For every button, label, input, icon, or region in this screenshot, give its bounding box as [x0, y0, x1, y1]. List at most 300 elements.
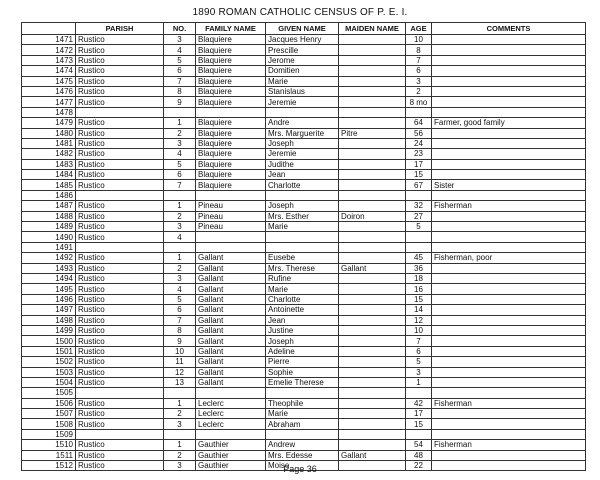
header-given-name: GIVEN NAME [266, 23, 339, 35]
record-number-cell: 1484 [22, 170, 76, 180]
parish-cell: Rustico [76, 138, 164, 148]
table-row [22, 118, 586, 128]
maiden-name-cell [339, 76, 406, 86]
family-no-cell: 1 [164, 201, 196, 211]
comments-cell [432, 325, 586, 335]
age-cell: 1 [406, 377, 432, 387]
maiden-name-cell [339, 66, 406, 76]
age-cell: 15 [406, 170, 432, 180]
record-number-cell: 1498 [22, 315, 76, 325]
given-name-cell: Joseph [266, 336, 339, 346]
age-cell: 7 [406, 55, 432, 65]
table-row [22, 284, 586, 294]
age-cell: 67 [406, 180, 432, 190]
comments-cell [432, 305, 586, 315]
table-row [22, 450, 586, 460]
record-number-cell: 1482 [22, 149, 76, 159]
table-row [22, 76, 586, 86]
maiden-name-cell [339, 107, 406, 117]
comments-cell [432, 409, 586, 419]
family-no-cell: 10 [164, 346, 196, 356]
maiden-name-cell [339, 222, 406, 232]
parish-cell: Rustico [76, 273, 164, 283]
comments-cell: Fisherman [432, 440, 586, 450]
comments-cell [432, 55, 586, 65]
family-name-cell: Leclerc [196, 409, 266, 419]
age-cell [406, 232, 432, 242]
given-name-cell [266, 190, 339, 200]
family-no-cell: 13 [164, 377, 196, 387]
record-number-cell: 1486 [22, 190, 76, 200]
parish-cell: Rustico [76, 284, 164, 294]
table-row [22, 388, 586, 398]
table-row [22, 107, 586, 117]
parish-cell: Rustico [76, 97, 164, 107]
table-row [22, 128, 586, 138]
given-name-cell: Stanislaus [266, 86, 339, 96]
table-row [22, 222, 586, 232]
given-name-cell: Joseph [266, 138, 339, 148]
given-name-cell [266, 242, 339, 252]
table-row [22, 305, 586, 315]
table-row [22, 336, 586, 346]
given-name-cell: Charlotte [266, 180, 339, 190]
given-name-cell: Pierre [266, 357, 339, 367]
age-cell: 8 mo [406, 97, 432, 107]
family-name-cell: Gallant [196, 273, 266, 283]
age-cell: 7 [406, 336, 432, 346]
maiden-name-cell [339, 398, 406, 408]
table-row [22, 190, 586, 200]
family-no-cell: 1 [164, 253, 196, 263]
family-no-cell: 4 [164, 232, 196, 242]
parish-cell: Rustico [76, 76, 164, 86]
record-number-cell: 1474 [22, 66, 76, 76]
age-cell: 22 [406, 461, 432, 471]
maiden-name-cell [339, 325, 406, 335]
family-no-cell: 5 [164, 294, 196, 304]
record-number-cell: 1510 [22, 440, 76, 450]
parish-cell: Rustico [76, 35, 164, 45]
parish-cell: Rustico [76, 450, 164, 460]
given-name-cell: Antoinette [266, 305, 339, 315]
parish-cell: Rustico [76, 398, 164, 408]
age-cell: 5 [406, 357, 432, 367]
given-name-cell: Mrs. Edesse [266, 450, 339, 460]
maiden-name-cell [339, 419, 406, 429]
given-name-cell: Marie [266, 76, 339, 86]
comments-cell [432, 315, 586, 325]
parish-cell: Rustico [76, 222, 164, 232]
given-name-cell: Joseph [266, 201, 339, 211]
maiden-name-cell [339, 377, 406, 387]
table-row [22, 273, 586, 283]
given-name-cell: Jean [266, 170, 339, 180]
header-maiden-name: MAIDEN NAME [339, 23, 406, 35]
table-row [22, 253, 586, 263]
parish-cell [76, 388, 164, 398]
record-number-cell: 1480 [22, 128, 76, 138]
family-no-cell: 7 [164, 315, 196, 325]
record-number-cell: 1499 [22, 325, 76, 335]
family-no-cell: 9 [164, 97, 196, 107]
family-no-cell: 5 [164, 55, 196, 65]
record-number-cell: 1483 [22, 159, 76, 169]
record-number-cell: 1475 [22, 76, 76, 86]
record-number-cell: 1501 [22, 346, 76, 356]
comments-cell [432, 149, 586, 159]
age-cell: 5 [406, 222, 432, 232]
age-cell: 36 [406, 263, 432, 273]
record-number-cell: 1500 [22, 336, 76, 346]
age-cell: 17 [406, 159, 432, 169]
comments-cell [432, 86, 586, 96]
family-no-cell: 1 [164, 440, 196, 450]
family-no-cell [164, 107, 196, 117]
maiden-name-cell [339, 284, 406, 294]
family-name-cell: Gallant [196, 305, 266, 315]
given-name-cell: Jacques Henry [266, 35, 339, 45]
age-cell [406, 429, 432, 439]
age-cell: 2 [406, 86, 432, 96]
record-number-cell: 1497 [22, 305, 76, 315]
record-number-cell: 1488 [22, 211, 76, 221]
header-record-number [22, 23, 76, 35]
comments-cell [432, 35, 586, 45]
table-row [22, 232, 586, 242]
maiden-name-cell [339, 180, 406, 190]
comments-cell [432, 346, 586, 356]
family-no-cell: 3 [164, 419, 196, 429]
record-number-cell: 1502 [22, 357, 76, 367]
header-no: NO. [164, 23, 196, 35]
maiden-name-cell [339, 273, 406, 283]
age-cell: 24 [406, 138, 432, 148]
family-name-cell: Gallant [196, 377, 266, 387]
comments-cell: Farmer, good family [432, 118, 586, 128]
family-no-cell: 5 [164, 159, 196, 169]
comments-cell [432, 284, 586, 294]
family-no-cell: 2 [164, 211, 196, 221]
family-name-cell: Pineau [196, 211, 266, 221]
given-name-cell: Moise [266, 461, 339, 471]
record-number-cell: 1507 [22, 409, 76, 419]
maiden-name-cell [339, 336, 406, 346]
comments-cell: Fisherman [432, 398, 586, 408]
table-row [22, 325, 586, 335]
family-name-cell: Gallant [196, 284, 266, 294]
comments-cell [432, 66, 586, 76]
parish-cell: Rustico [76, 232, 164, 242]
given-name-cell: Rufine [266, 273, 339, 283]
header-family-name: FAMILY NAME [196, 23, 266, 35]
family-name-cell: Gallant [196, 253, 266, 263]
given-name-cell: Andrew [266, 440, 339, 450]
family-name-cell: Leclerc [196, 398, 266, 408]
parish-cell: Rustico [76, 325, 164, 335]
maiden-name-cell [339, 86, 406, 96]
header-row [22, 23, 586, 35]
maiden-name-cell [339, 253, 406, 263]
family-name-cell: Blaquiere [196, 170, 266, 180]
maiden-name-cell [339, 440, 406, 450]
given-name-cell: Jeremie [266, 97, 339, 107]
given-name-cell: Prescille [266, 45, 339, 55]
family-name-cell: Gauthier [196, 440, 266, 450]
parish-cell: Rustico [76, 86, 164, 96]
record-number-cell: 1505 [22, 388, 76, 398]
parish-cell: Rustico [76, 149, 164, 159]
family-no-cell [164, 429, 196, 439]
family-no-cell: 1 [164, 398, 196, 408]
family-name-cell [196, 242, 266, 252]
family-name-cell: Gallant [196, 336, 266, 346]
age-cell: 12 [406, 315, 432, 325]
table-row [22, 429, 586, 439]
given-name-cell: Jerome [266, 55, 339, 65]
family-no-cell: 2 [164, 409, 196, 419]
family-no-cell: 3 [164, 273, 196, 283]
given-name-cell: Charlotte [266, 294, 339, 304]
comments-cell [432, 357, 586, 367]
age-cell: 3 [406, 76, 432, 86]
comments-cell [432, 377, 586, 387]
table-row [22, 440, 586, 450]
maiden-name-cell [339, 294, 406, 304]
given-name-cell: Jean [266, 315, 339, 325]
age-cell [406, 242, 432, 252]
family-no-cell: 3 [164, 222, 196, 232]
given-name-cell: Justine [266, 325, 339, 335]
maiden-name-cell [339, 357, 406, 367]
family-no-cell: 11 [164, 357, 196, 367]
maiden-name-cell [339, 429, 406, 439]
family-name-cell [196, 232, 266, 242]
table-row [22, 315, 586, 325]
comments-cell [432, 97, 586, 107]
table-row [22, 55, 586, 65]
comments-cell [432, 76, 586, 86]
family-name-cell: Blaquiere [196, 180, 266, 190]
maiden-name-cell [339, 35, 406, 45]
family-no-cell: 8 [164, 325, 196, 335]
given-name-cell: Adeline [266, 346, 339, 356]
record-number-cell: 1490 [22, 232, 76, 242]
given-name-cell: Mrs. Therese [266, 263, 339, 273]
family-name-cell: Gallant [196, 294, 266, 304]
family-name-cell [196, 429, 266, 439]
record-number-cell: 1504 [22, 377, 76, 387]
family-no-cell: 8 [164, 86, 196, 96]
maiden-name-cell [339, 242, 406, 252]
family-no-cell [164, 242, 196, 252]
comments-cell: Fisherman, poor [432, 253, 586, 263]
family-name-cell: Gauthier [196, 450, 266, 460]
family-name-cell: Blaquiere [196, 76, 266, 86]
family-name-cell: Gallant [196, 325, 266, 335]
table-row [22, 170, 586, 180]
record-number-cell: 1511 [22, 450, 76, 460]
record-number-cell: 1494 [22, 273, 76, 283]
table-row [22, 159, 586, 169]
family-name-cell: Blaquiere [196, 97, 266, 107]
maiden-name-cell [339, 149, 406, 159]
family-name-cell: Gauthier [196, 461, 266, 471]
comments-cell [432, 222, 586, 232]
page-title: 1890 ROMAN CATHOLIC CENSUS OF P. E. I. [192, 7, 408, 18]
given-name-cell [266, 232, 339, 242]
family-no-cell: 2 [164, 450, 196, 460]
age-cell: 42 [406, 398, 432, 408]
given-name-cell: Mrs. Marguerite [266, 128, 339, 138]
age-cell: 18 [406, 273, 432, 283]
record-number-cell: 1471 [22, 35, 76, 45]
record-number-cell: 1508 [22, 419, 76, 429]
parish-cell: Rustico [76, 211, 164, 221]
record-number-cell: 1476 [22, 86, 76, 96]
maiden-name-cell [339, 305, 406, 315]
maiden-name-cell [339, 138, 406, 148]
family-name-cell: Blaquiere [196, 55, 266, 65]
record-number-cell: 1487 [22, 201, 76, 211]
age-cell: 17 [406, 409, 432, 419]
given-name-cell [266, 388, 339, 398]
family-no-cell: 2 [164, 128, 196, 138]
family-name-cell: Blaquiere [196, 128, 266, 138]
maiden-name-cell [339, 367, 406, 377]
age-cell: 54 [406, 440, 432, 450]
maiden-name-cell: Pitre [339, 128, 406, 138]
record-number-cell: 1509 [22, 429, 76, 439]
maiden-name-cell [339, 346, 406, 356]
age-cell: 32 [406, 201, 432, 211]
record-number-cell: 1473 [22, 55, 76, 65]
family-no-cell: 4 [164, 45, 196, 55]
record-number-cell: 1479 [22, 118, 76, 128]
age-cell: 27 [406, 211, 432, 221]
parish-cell [76, 190, 164, 200]
family-no-cell: 3 [164, 138, 196, 148]
age-cell: 48 [406, 450, 432, 460]
given-name-cell: Marie [266, 409, 339, 419]
maiden-name-cell [339, 97, 406, 107]
comments-cell [432, 294, 586, 304]
table-row [22, 357, 586, 367]
parish-cell: Rustico [76, 305, 164, 315]
family-no-cell [164, 190, 196, 200]
parish-cell [76, 107, 164, 117]
table-row [22, 242, 586, 252]
table-row [22, 97, 586, 107]
parish-cell: Rustico [76, 128, 164, 138]
maiden-name-cell: Doiron [339, 211, 406, 221]
family-name-cell: Blaquiere [196, 66, 266, 76]
record-number-cell: 1512 [22, 461, 76, 471]
comments-cell [432, 263, 586, 273]
comments-cell: Sister [432, 180, 586, 190]
parish-cell: Rustico [76, 315, 164, 325]
parish-cell: Rustico [76, 419, 164, 429]
age-cell: 23 [406, 149, 432, 159]
family-name-cell: Blaquiere [196, 35, 266, 45]
comments-cell [432, 273, 586, 283]
maiden-name-cell [339, 190, 406, 200]
header-comments: COMMENTS [432, 23, 586, 35]
given-name-cell: Marie [266, 284, 339, 294]
parish-cell: Rustico [76, 294, 164, 304]
family-no-cell: 1 [164, 118, 196, 128]
family-name-cell: Blaquiere [196, 138, 266, 148]
record-number-cell: 1492 [22, 253, 76, 263]
family-no-cell: 3 [164, 461, 196, 471]
table-row [22, 263, 586, 273]
given-name-cell [266, 107, 339, 117]
given-name-cell: Eusebe [266, 253, 339, 263]
parish-cell: Rustico [76, 253, 164, 263]
family-no-cell [164, 388, 196, 398]
family-name-cell [196, 388, 266, 398]
record-number-cell: 1472 [22, 45, 76, 55]
family-name-cell [196, 107, 266, 117]
record-number-cell: 1477 [22, 97, 76, 107]
age-cell: 16 [406, 284, 432, 294]
comments-cell: Fisherman [432, 201, 586, 211]
comments-cell [432, 388, 586, 398]
comments-cell [432, 170, 586, 180]
family-name-cell: Gallant [196, 357, 266, 367]
parish-cell [76, 429, 164, 439]
census-body [22, 35, 586, 471]
parish-cell: Rustico [76, 263, 164, 273]
comments-cell [432, 450, 586, 460]
age-cell: 8 [406, 45, 432, 55]
family-name-cell: Blaquiere [196, 45, 266, 55]
record-number-cell: 1489 [22, 222, 76, 232]
record-number-cell: 1495 [22, 284, 76, 294]
family-name-cell: Pineau [196, 201, 266, 211]
table-row [22, 346, 586, 356]
age-cell: 6 [406, 346, 432, 356]
maiden-name-cell: Gallant [339, 450, 406, 460]
parish-cell: Rustico [76, 159, 164, 169]
family-no-cell: 12 [164, 367, 196, 377]
age-cell [406, 107, 432, 117]
table-row [22, 138, 586, 148]
family-no-cell: 7 [164, 76, 196, 86]
maiden-name-cell [339, 118, 406, 128]
table-row [22, 211, 586, 221]
header-age: AGE [406, 23, 432, 35]
comments-cell [432, 45, 586, 55]
record-number-cell: 1478 [22, 107, 76, 117]
family-name-cell [196, 190, 266, 200]
family-no-cell: 7 [164, 180, 196, 190]
age-cell: 10 [406, 325, 432, 335]
table-row [22, 409, 586, 419]
comments-cell [432, 128, 586, 138]
given-name-cell: Sophie [266, 367, 339, 377]
table-row [22, 180, 586, 190]
table-row [22, 149, 586, 159]
family-name-cell: Pineau [196, 222, 266, 232]
record-number-cell: 1491 [22, 242, 76, 252]
table-row [22, 35, 586, 45]
family-name-cell: Leclerc [196, 419, 266, 429]
parish-cell [76, 242, 164, 252]
comments-cell [432, 336, 586, 346]
census-table [21, 22, 586, 471]
family-name-cell: Gallant [196, 346, 266, 356]
